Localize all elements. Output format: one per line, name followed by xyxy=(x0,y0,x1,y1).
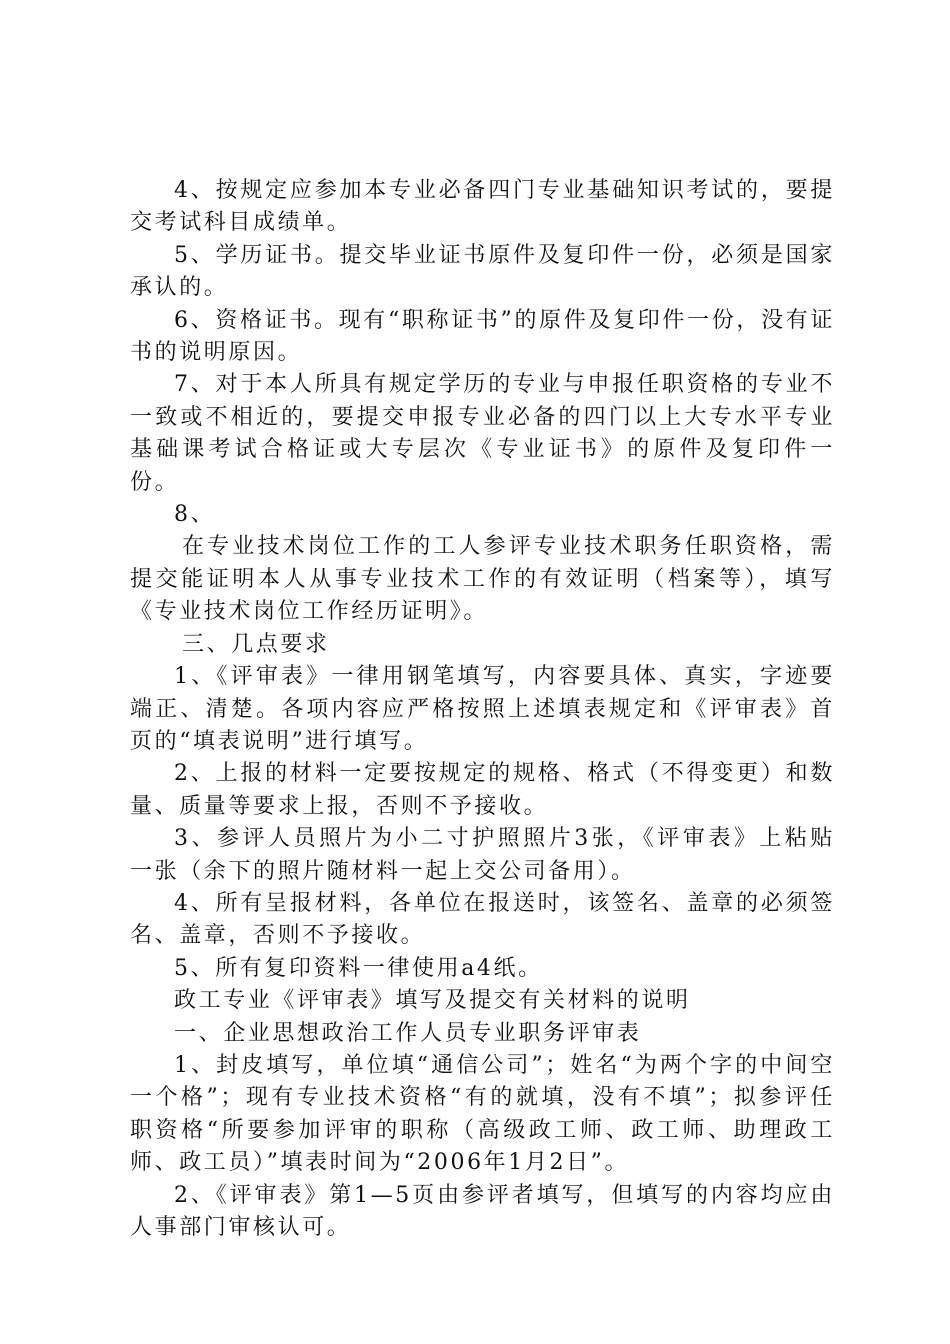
paragraph-item-5-diploma: 5、学历证书。提交毕业证书原件及复印件一份，必须是国家承认的。 xyxy=(130,242,835,301)
section-heading-requirements: 三、几点要求 xyxy=(182,631,330,657)
paragraph-requirement-4: 4、所有呈报材料，各单位在报送时，该签名、盖章的必须签名、盖章，否则不予接收。 xyxy=(130,890,835,949)
paragraph-item-8-number: 8、 xyxy=(174,502,216,528)
paragraph-requirement-1: 1、《评审表》一律用钢笔填写，内容要具体、真实，字迹要端正、清楚。各项内容应严格按照上述填表规定和《评审表》首页的“填表说明”进行填写。 xyxy=(130,664,835,754)
paragraph-requirement-5: 5、所有复印资料一律使用a4纸。 xyxy=(174,955,543,981)
paragraph-requirement-2: 2、上报的材料一定要按规定的规格、格式（不得变更）和数量、质量等要求上报，否则不予接收。 xyxy=(130,761,835,819)
paragraph-item-7-major-mismatch: 7、对于本人所具有规定学历的专业与申报任职资格的专业不一致或不相近的，要提交申报专业必备的四门以上大专水平专业基础课考试合格证或大专层次《专业证书》的原件及复印件一份。 xyxy=(130,372,835,495)
paragraph-requirement-3: 3、参评人员照片为小二寸护照照片3张，《评审表》上粘贴一张（余下的照片随材料一起上交公司备用）。 xyxy=(130,826,835,884)
paragraph-item-6-qualification: 6、资格证书。现有“职称证书”的原件及复印件一份，没有证书的说明原因。 xyxy=(130,307,835,366)
section-heading-political-work: 政工专业《评审表》填写及提交有关材料的说明 xyxy=(174,988,691,1014)
section-heading-evaluation-form: 一、企业思想政治工作人员专业职务评审表 xyxy=(174,1020,642,1046)
paragraph-item-8-workers: 在专业技术岗位工作的工人参评专业技术职务任职资格，需提交能证明本人从事专业技术工作的有效证明（档案等），填写《专业技术岗位工作经历证明》。 xyxy=(130,534,835,625)
document-body xyxy=(130,175,835,1244)
paragraph-form-pages: 2、《评审表》第1—5页由参评者填写，但填写的内容均应由人事部门审核认可。 xyxy=(130,1182,835,1240)
paragraph-item-4-transcript: 4、按规定应参加本专业必备四门专业基础知识考试的，要提交考试科目成绩单。 xyxy=(130,178,835,236)
paragraph-form-cover: 1、封皮填写，单位填“通信公司”；姓名“为两个字的中间空一个格”；现有专业技术资格“有的就填，没有不填”；拟参评任职资格“所要参加评审的职称（高级政工师、政工师、助理政工师、政工员）”填表时间为“2006年1月2日”。 xyxy=(130,1052,835,1176)
